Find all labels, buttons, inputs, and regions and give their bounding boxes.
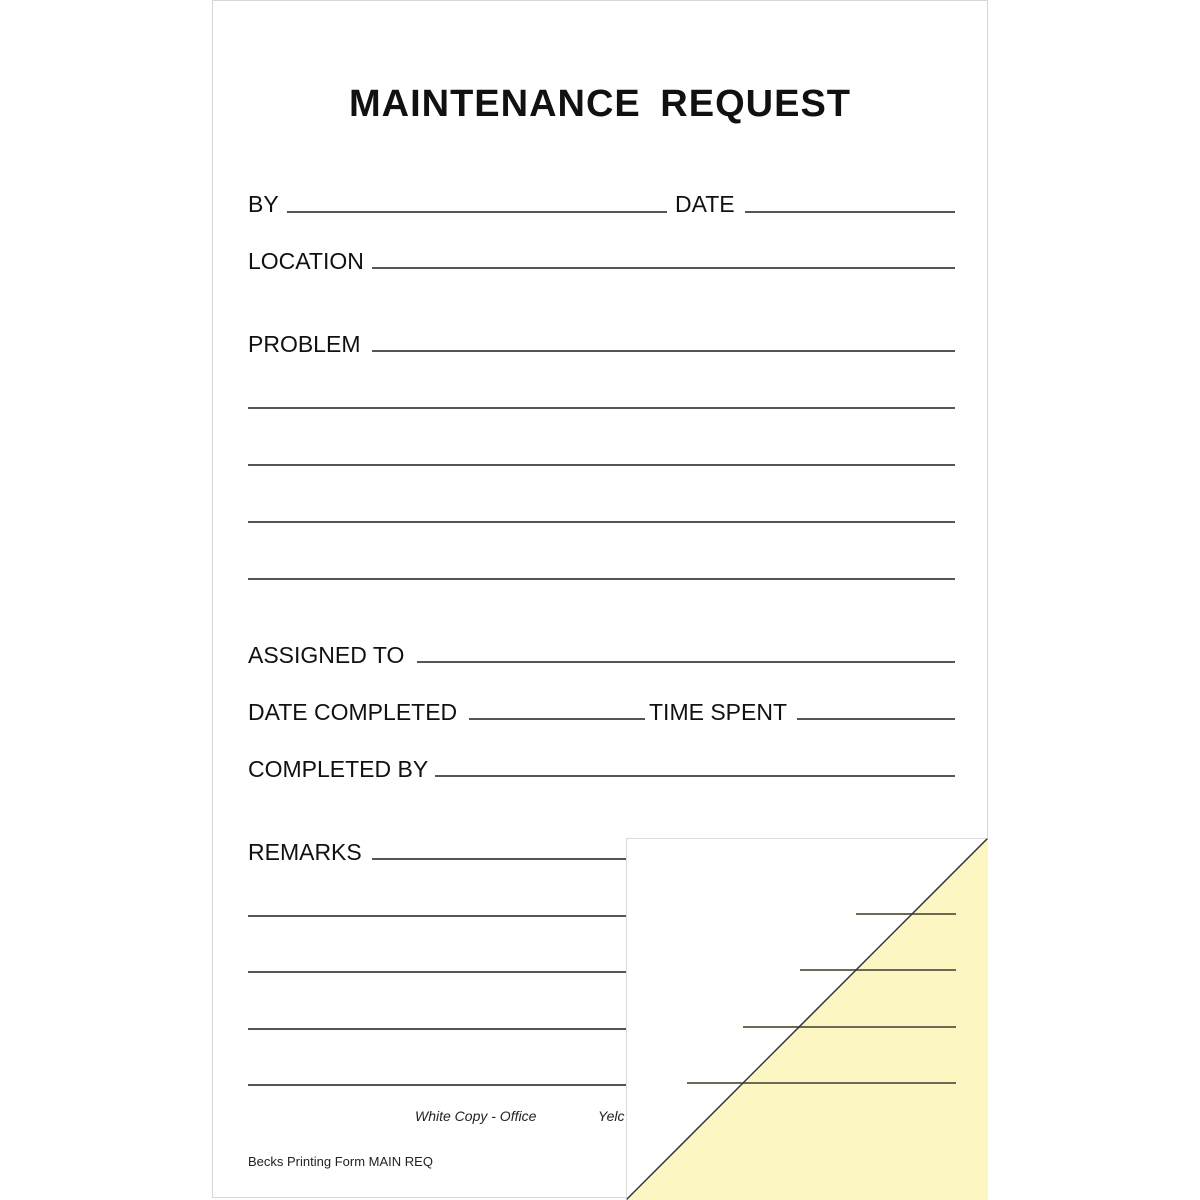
form-footer: Becks Printing Form MAIN REQ: [248, 1154, 433, 1169]
time-spent-line[interactable]: [797, 718, 955, 720]
problem-line[interactable]: [372, 350, 955, 352]
date-completed-label: DATE COMPLETED: [248, 699, 458, 725]
problem-line-4[interactable]: [248, 521, 955, 523]
date-completed-line[interactable]: [469, 718, 645, 720]
date-label: DATE: [675, 191, 735, 217]
problem-line-5[interactable]: [248, 578, 955, 580]
problem-label: PROBLEM: [248, 331, 361, 357]
date-line[interactable]: [745, 211, 955, 213]
by-line[interactable]: [287, 211, 667, 213]
problem-line-3[interactable]: [248, 464, 955, 466]
location-line[interactable]: [372, 267, 955, 269]
by-label: BY: [248, 191, 279, 217]
assigned-to-label: ASSIGNED TO: [248, 642, 405, 668]
completed-by-line[interactable]: [435, 775, 955, 777]
assigned-to-line[interactable]: [417, 661, 955, 663]
yellow-copy-label: Yelc: [598, 1108, 625, 1124]
problem-line-2[interactable]: [248, 407, 955, 409]
white-copy-label: White Copy - Office: [415, 1108, 537, 1124]
remarks-label: REMARKS: [248, 839, 362, 865]
location-label: LOCATION: [248, 248, 364, 274]
time-spent-label: TIME SPENT: [649, 699, 788, 725]
form-title: MAINTENANCE REQUEST: [348, 83, 852, 125]
completed-by-label: COMPLETED BY: [248, 756, 429, 782]
peeled-corner: [626, 838, 988, 1200]
